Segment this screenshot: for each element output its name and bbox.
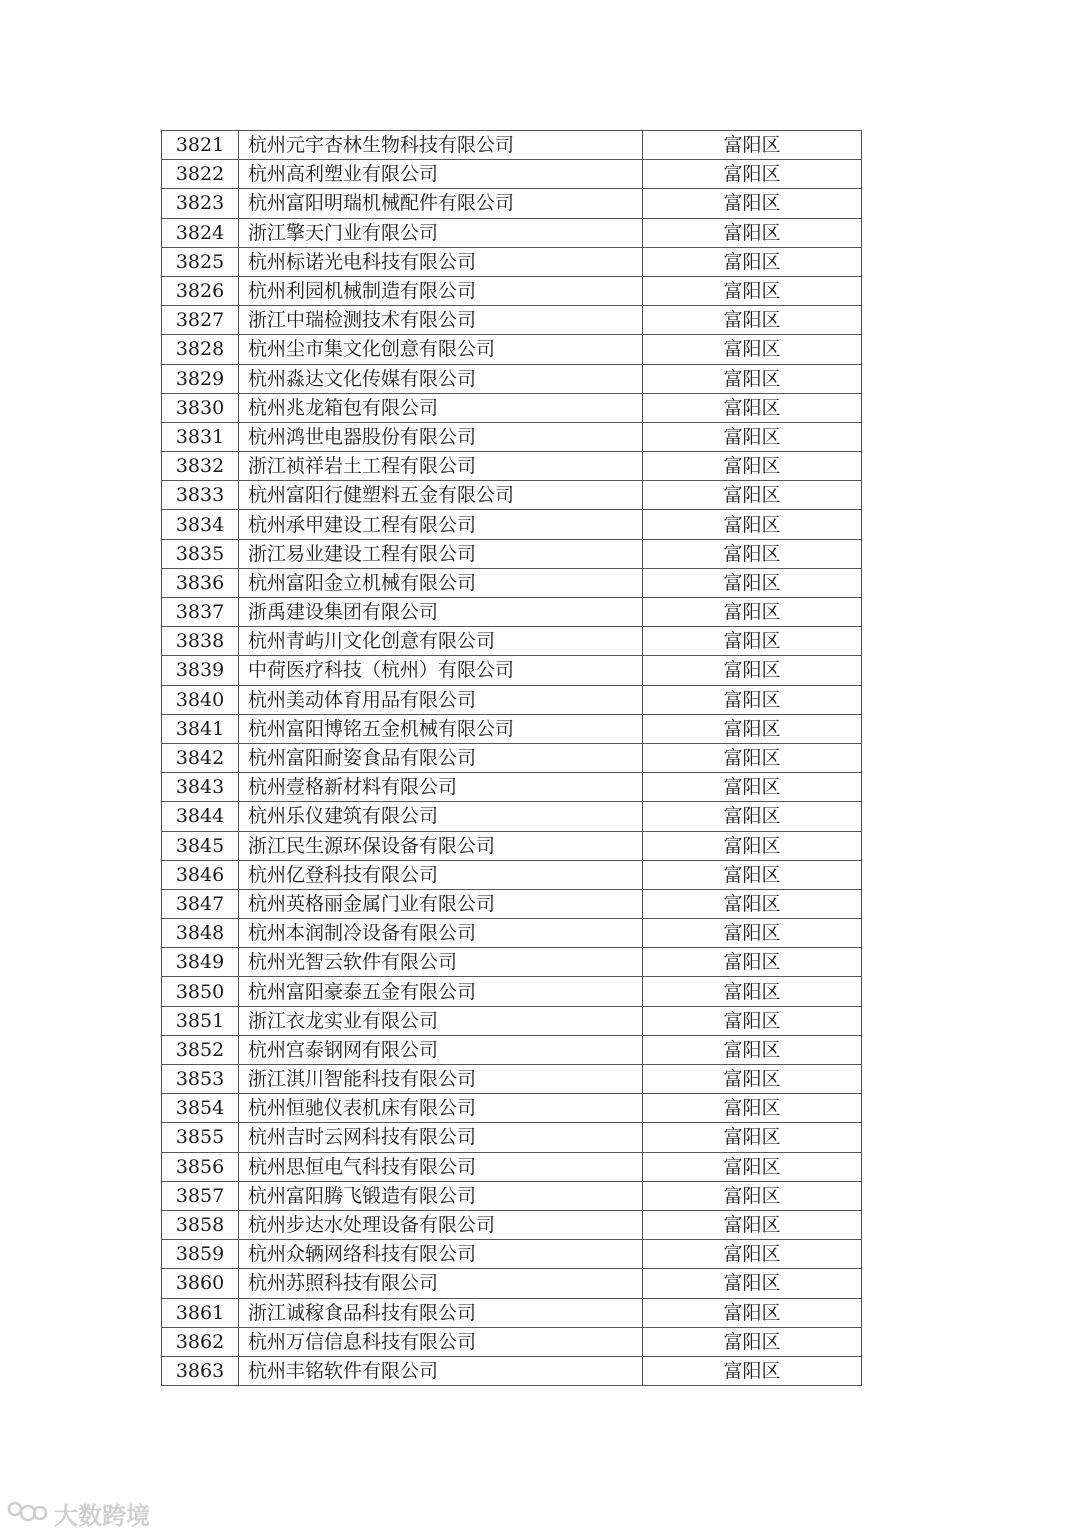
table-row bbox=[162, 218, 862, 247]
table-row bbox=[162, 306, 862, 335]
district: 富阳区 bbox=[643, 1298, 862, 1327]
company-name: 杭州兆龙箱包有限公司 bbox=[239, 393, 643, 422]
infinity-logo-icon bbox=[6, 1500, 48, 1526]
district: 富阳区 bbox=[643, 1240, 862, 1269]
district: 富阳区 bbox=[643, 189, 862, 218]
row-number: 3839 bbox=[162, 656, 239, 685]
table-row bbox=[162, 598, 862, 627]
company-name: 浙江衣龙实业有限公司 bbox=[239, 1006, 643, 1035]
company-name: 杭州鸿世电器股份有限公司 bbox=[239, 422, 643, 451]
company-name: 浙江淇川智能科技有限公司 bbox=[239, 1065, 643, 1094]
district: 富阳区 bbox=[643, 1181, 862, 1210]
company-name: 杭州亿登科技有限公司 bbox=[239, 860, 643, 889]
row-number: 3821 bbox=[162, 131, 239, 160]
row-number: 3822 bbox=[162, 160, 239, 189]
district: 富阳区 bbox=[643, 1006, 862, 1035]
district: 富阳区 bbox=[643, 1269, 862, 1298]
company-name: 杭州富阳豪泰五金有限公司 bbox=[239, 977, 643, 1006]
district: 富阳区 bbox=[643, 568, 862, 597]
row-number: 3833 bbox=[162, 481, 239, 510]
table-row bbox=[162, 539, 862, 568]
company-name: 浙禹建设集团有限公司 bbox=[239, 598, 643, 627]
table-row bbox=[162, 977, 862, 1006]
district: 富阳区 bbox=[643, 977, 862, 1006]
company-name: 杭州富阳金立机械有限公司 bbox=[239, 568, 643, 597]
row-number: 3827 bbox=[162, 306, 239, 335]
district: 富阳区 bbox=[643, 1123, 862, 1152]
table-row bbox=[162, 656, 862, 685]
table-row bbox=[162, 335, 862, 364]
district: 富阳区 bbox=[643, 802, 862, 831]
row-number: 3854 bbox=[162, 1094, 239, 1123]
company-name: 杭州青屿川文化创意有限公司 bbox=[239, 627, 643, 656]
table-row bbox=[162, 1006, 862, 1035]
row-number: 3849 bbox=[162, 948, 239, 977]
district: 富阳区 bbox=[643, 510, 862, 539]
company-name: 杭州富阳明瑞机械配件有限公司 bbox=[239, 189, 643, 218]
row-number: 3830 bbox=[162, 393, 239, 422]
district: 富阳区 bbox=[643, 1327, 862, 1356]
row-number: 3834 bbox=[162, 510, 239, 539]
watermark bbox=[6, 1493, 150, 1533]
company-name: 浙江民生源环保设备有限公司 bbox=[239, 831, 643, 860]
company-name: 杭州标诺光电科技有限公司 bbox=[239, 247, 643, 276]
row-number: 3848 bbox=[162, 919, 239, 948]
row-number: 3826 bbox=[162, 276, 239, 305]
table-row bbox=[162, 685, 862, 714]
table-row bbox=[162, 1094, 862, 1123]
table-row bbox=[162, 189, 862, 218]
table-row bbox=[162, 160, 862, 189]
district: 富阳区 bbox=[643, 539, 862, 568]
table-row bbox=[162, 1123, 862, 1152]
row-number: 3836 bbox=[162, 568, 239, 597]
row-number: 3861 bbox=[162, 1298, 239, 1327]
row-number: 3837 bbox=[162, 598, 239, 627]
table-row bbox=[162, 452, 862, 481]
district: 富阳区 bbox=[643, 1065, 862, 1094]
district: 富阳区 bbox=[643, 831, 862, 860]
row-number: 3858 bbox=[162, 1210, 239, 1239]
company-name: 杭州英格丽金属门业有限公司 bbox=[239, 889, 643, 918]
table-row bbox=[162, 422, 862, 451]
district: 富阳区 bbox=[643, 714, 862, 743]
table-row bbox=[162, 948, 862, 977]
company-name: 杭州承甲建设工程有限公司 bbox=[239, 510, 643, 539]
company-name: 浙江中瑞检测技术有限公司 bbox=[239, 306, 643, 335]
row-number: 3831 bbox=[162, 422, 239, 451]
row-number: 3850 bbox=[162, 977, 239, 1006]
company-name: 杭州吉时云网科技有限公司 bbox=[239, 1123, 643, 1152]
company-name: 杭州富阳博铭五金机械有限公司 bbox=[239, 714, 643, 743]
row-number: 3842 bbox=[162, 743, 239, 772]
table-row bbox=[162, 131, 862, 160]
company-name: 杭州利园机械制造有限公司 bbox=[239, 276, 643, 305]
table-row bbox=[162, 1298, 862, 1327]
district: 富阳区 bbox=[643, 218, 862, 247]
row-number: 3863 bbox=[162, 1356, 239, 1385]
district: 富阳区 bbox=[643, 335, 862, 364]
table-row bbox=[162, 1269, 862, 1298]
table-row bbox=[162, 831, 862, 860]
table-row bbox=[162, 627, 862, 656]
district: 富阳区 bbox=[643, 247, 862, 276]
company-list-table bbox=[161, 130, 862, 1386]
row-number: 3855 bbox=[162, 1123, 239, 1152]
row-number: 3847 bbox=[162, 889, 239, 918]
row-number: 3829 bbox=[162, 364, 239, 393]
table-row bbox=[162, 919, 862, 948]
table-body bbox=[162, 131, 862, 1386]
row-number: 3823 bbox=[162, 189, 239, 218]
row-number: 3860 bbox=[162, 1269, 239, 1298]
district: 富阳区 bbox=[643, 860, 862, 889]
row-number: 3828 bbox=[162, 335, 239, 364]
district: 富阳区 bbox=[643, 889, 862, 918]
table-row bbox=[162, 510, 862, 539]
company-name: 杭州丰铭软件有限公司 bbox=[239, 1356, 643, 1385]
row-number: 3856 bbox=[162, 1152, 239, 1181]
company-name: 杭州乐仪建筑有限公司 bbox=[239, 802, 643, 831]
row-number: 3843 bbox=[162, 773, 239, 802]
table-row bbox=[162, 568, 862, 597]
district: 富阳区 bbox=[643, 1094, 862, 1123]
company-name: 杭州本润制冷设备有限公司 bbox=[239, 919, 643, 948]
company-name: 杭州宫泰钢网有限公司 bbox=[239, 1035, 643, 1064]
company-name: 浙江诚稼食品科技有限公司 bbox=[239, 1298, 643, 1327]
row-number: 3824 bbox=[162, 218, 239, 247]
district: 富阳区 bbox=[643, 1356, 862, 1385]
district: 富阳区 bbox=[643, 131, 862, 160]
company-name: 浙江祯祥岩土工程有限公司 bbox=[239, 452, 643, 481]
row-number: 3851 bbox=[162, 1006, 239, 1035]
row-number: 3845 bbox=[162, 831, 239, 860]
row-number: 3838 bbox=[162, 627, 239, 656]
company-name: 杭州众辆网络科技有限公司 bbox=[239, 1240, 643, 1269]
district: 富阳区 bbox=[643, 276, 862, 305]
district: 富阳区 bbox=[643, 393, 862, 422]
company-name: 杭州元宇杏林生物科技有限公司 bbox=[239, 131, 643, 160]
table-row bbox=[162, 364, 862, 393]
table-row bbox=[162, 1152, 862, 1181]
district: 富阳区 bbox=[643, 948, 862, 977]
company-name: 杭州高利塑业有限公司 bbox=[239, 160, 643, 189]
table-row bbox=[162, 1210, 862, 1239]
table-row bbox=[162, 481, 862, 510]
district: 富阳区 bbox=[643, 627, 862, 656]
table-row bbox=[162, 714, 862, 743]
table-row bbox=[162, 802, 862, 831]
row-number: 3832 bbox=[162, 452, 239, 481]
company-name: 杭州壹格新材料有限公司 bbox=[239, 773, 643, 802]
district: 富阳区 bbox=[643, 1210, 862, 1239]
table-row bbox=[162, 1035, 862, 1064]
table-row bbox=[162, 773, 862, 802]
district: 富阳区 bbox=[643, 685, 862, 714]
row-number: 3841 bbox=[162, 714, 239, 743]
district: 富阳区 bbox=[643, 773, 862, 802]
company-name: 杭州尘市集文化创意有限公司 bbox=[239, 335, 643, 364]
district: 富阳区 bbox=[643, 452, 862, 481]
district: 富阳区 bbox=[643, 481, 862, 510]
company-name: 杭州淼达文化传媒有限公司 bbox=[239, 364, 643, 393]
row-number: 3835 bbox=[162, 539, 239, 568]
row-number: 3844 bbox=[162, 802, 239, 831]
district: 富阳区 bbox=[643, 743, 862, 772]
district: 富阳区 bbox=[643, 598, 862, 627]
table-row bbox=[162, 1065, 862, 1094]
company-name: 杭州美动体育用品有限公司 bbox=[239, 685, 643, 714]
district: 富阳区 bbox=[643, 422, 862, 451]
row-number: 3853 bbox=[162, 1065, 239, 1094]
table-row bbox=[162, 393, 862, 422]
district: 富阳区 bbox=[643, 160, 862, 189]
row-number: 3857 bbox=[162, 1181, 239, 1210]
row-number: 3840 bbox=[162, 685, 239, 714]
table-row bbox=[162, 276, 862, 305]
company-name: 杭州万信信息科技有限公司 bbox=[239, 1327, 643, 1356]
district: 富阳区 bbox=[643, 364, 862, 393]
table-row bbox=[162, 1181, 862, 1210]
table-row bbox=[162, 1327, 862, 1356]
table-row bbox=[162, 889, 862, 918]
district: 富阳区 bbox=[643, 919, 862, 948]
company-name: 杭州思恒电气科技有限公司 bbox=[239, 1152, 643, 1181]
row-number: 3852 bbox=[162, 1035, 239, 1064]
table-row bbox=[162, 247, 862, 276]
row-number: 3825 bbox=[162, 247, 239, 276]
watermark-text: 大数跨境 bbox=[54, 1501, 150, 1530]
row-number: 3846 bbox=[162, 860, 239, 889]
company-name: 杭州富阳腾飞锻造有限公司 bbox=[239, 1181, 643, 1210]
company-name: 杭州步达水处理设备有限公司 bbox=[239, 1210, 643, 1239]
company-name: 杭州恒驰仪表机床有限公司 bbox=[239, 1094, 643, 1123]
company-name: 杭州光智云软件有限公司 bbox=[239, 948, 643, 977]
district: 富阳区 bbox=[643, 1152, 862, 1181]
company-name: 杭州富阳耐姿食品有限公司 bbox=[239, 743, 643, 772]
district: 富阳区 bbox=[643, 656, 862, 685]
row-number: 3859 bbox=[162, 1240, 239, 1269]
row-number: 3862 bbox=[162, 1327, 239, 1356]
district: 富阳区 bbox=[643, 306, 862, 335]
table-row bbox=[162, 860, 862, 889]
company-name: 杭州苏照科技有限公司 bbox=[239, 1269, 643, 1298]
company-name: 浙江易业建设工程有限公司 bbox=[239, 539, 643, 568]
district: 富阳区 bbox=[643, 1035, 862, 1064]
company-name: 杭州富阳行健塑料五金有限公司 bbox=[239, 481, 643, 510]
table-row bbox=[162, 1240, 862, 1269]
company-name: 浙江擎天门业有限公司 bbox=[239, 218, 643, 247]
company-name: 中荷医疗科技（杭州）有限公司 bbox=[239, 656, 643, 685]
table-row bbox=[162, 743, 862, 772]
table-row bbox=[162, 1356, 862, 1385]
